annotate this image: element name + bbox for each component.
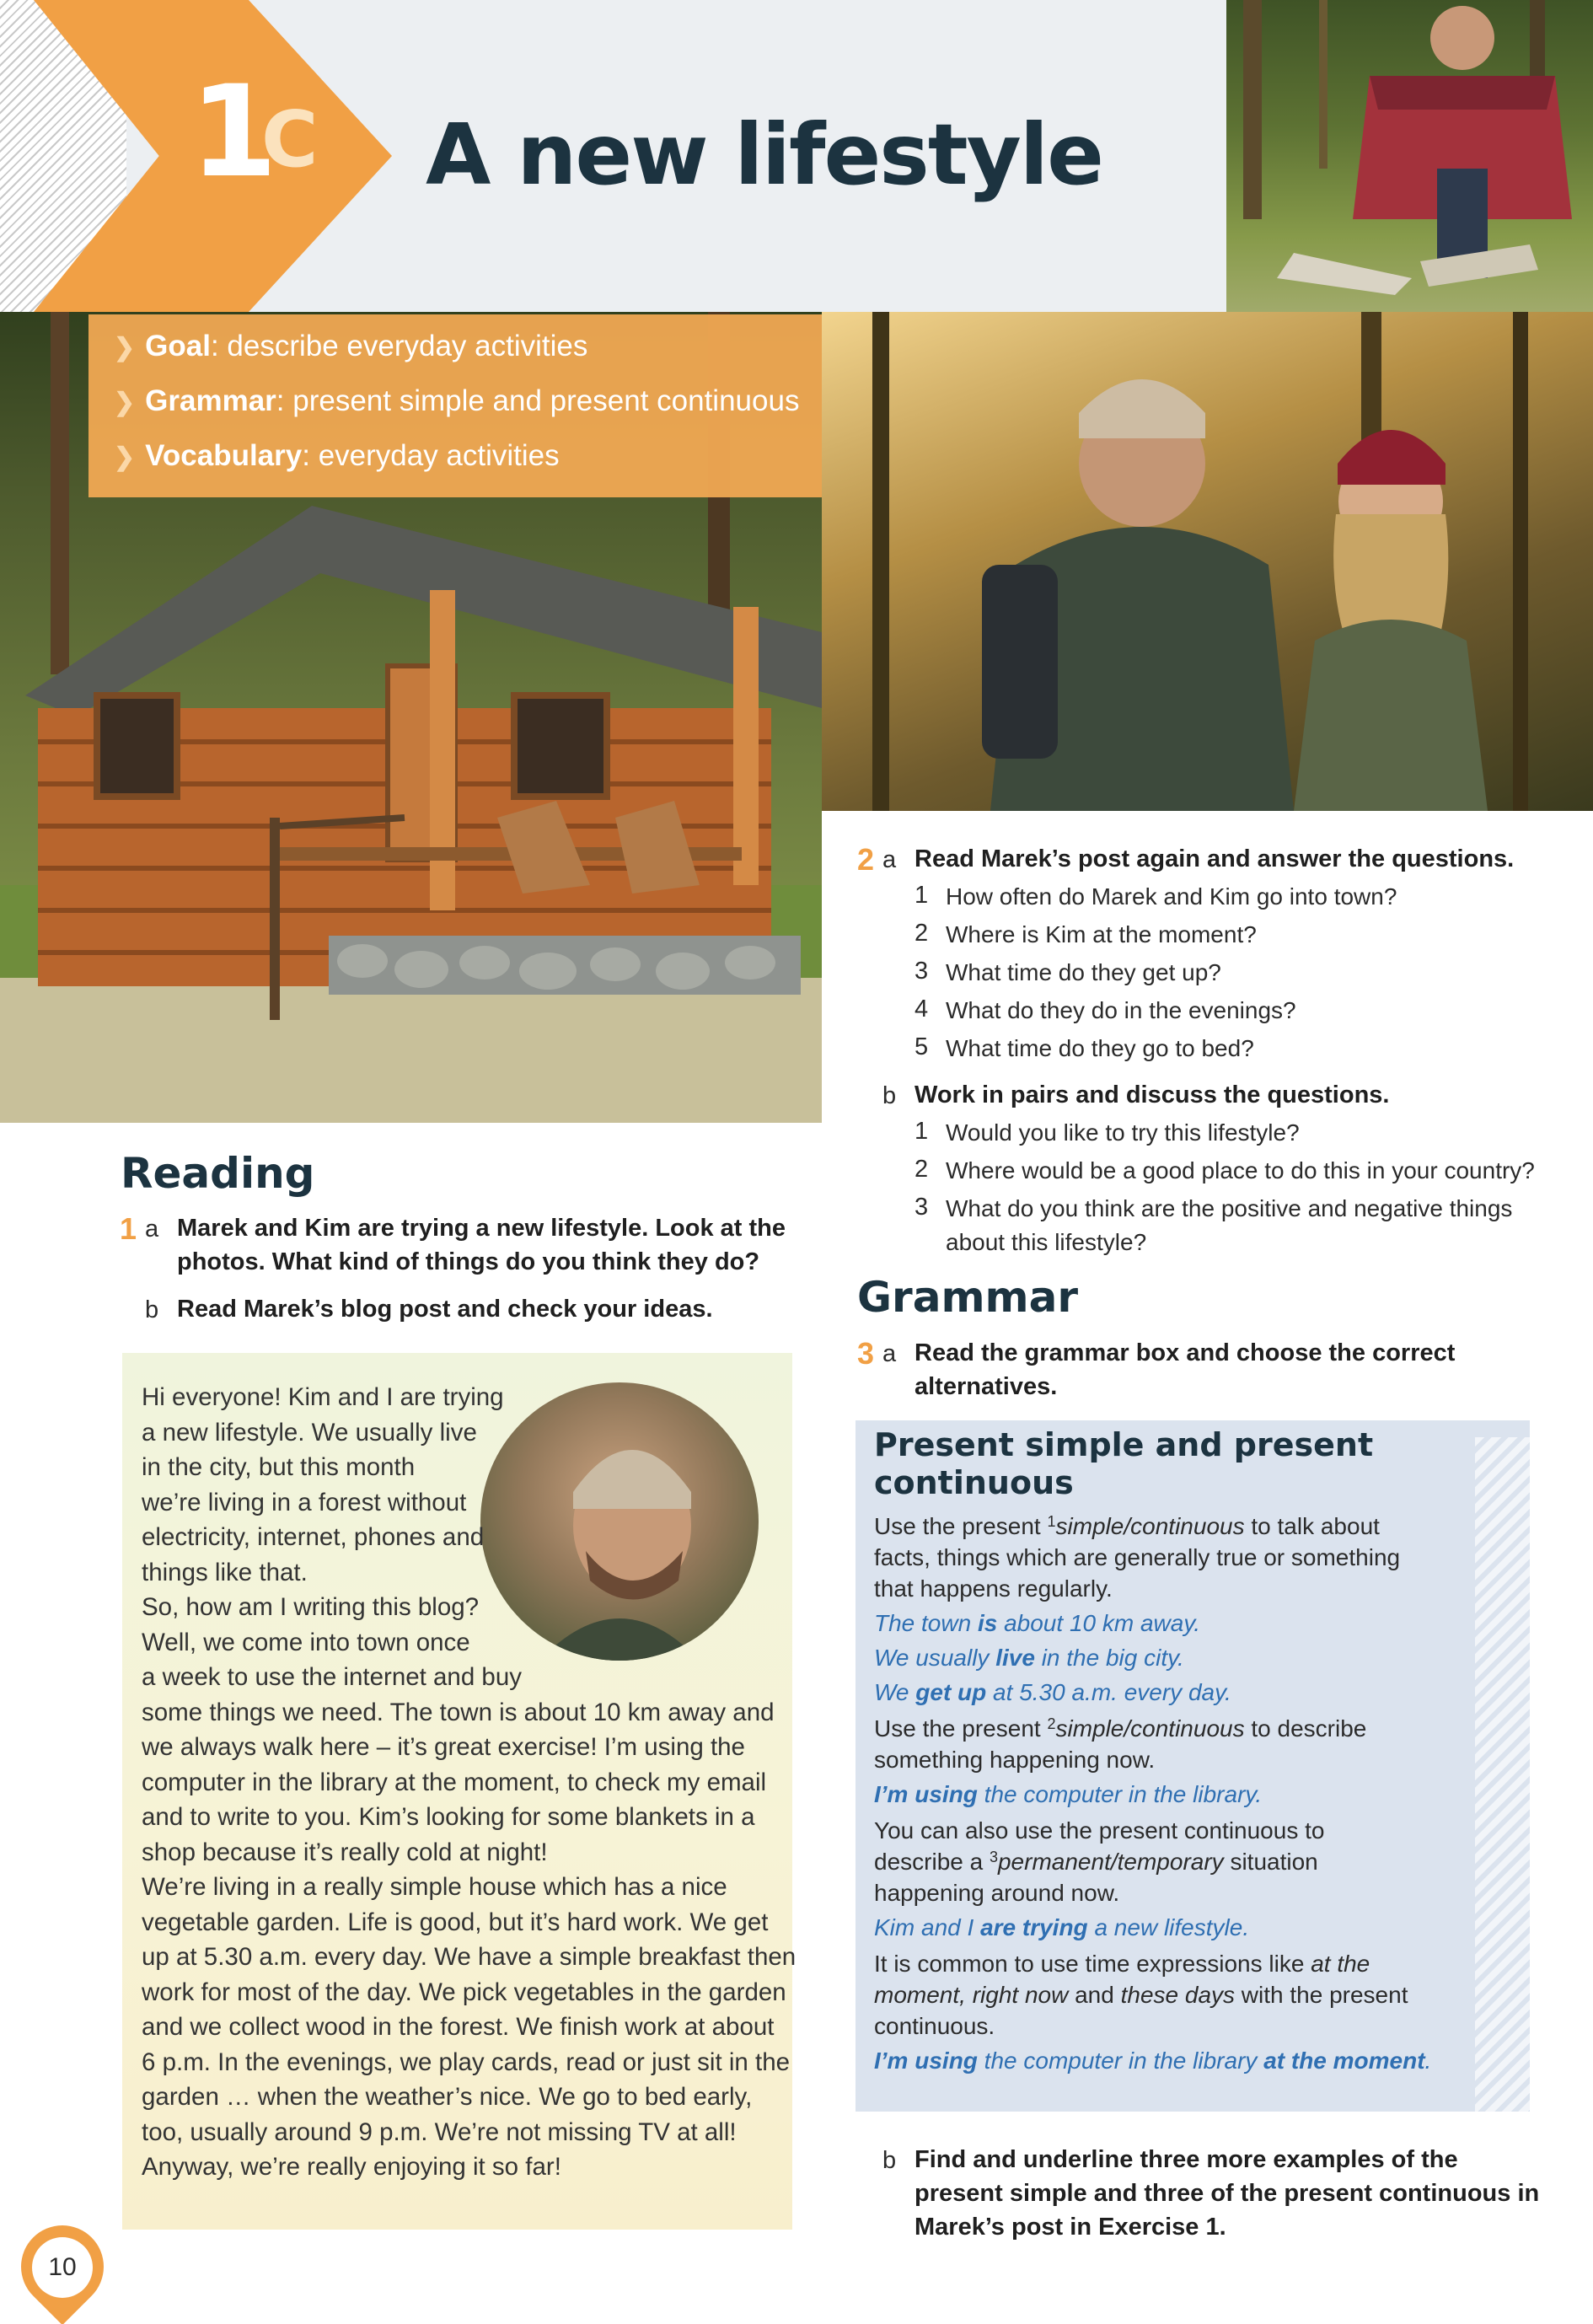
exercise-3a-instruction: [914, 1336, 1455, 1404]
goal-text: describe everyday activities: [227, 330, 588, 362]
blog-line: work for most of the day. We pick vegetables in the garden: [142, 1978, 786, 2006]
blog-line: So, how am I writing this blog?: [142, 1593, 480, 1621]
question-number: 5: [914, 1033, 929, 1060]
grammar-example: I’m using the computer in the library.: [874, 1781, 1263, 1807]
grammar-rule-4-line: continuous.: [874, 2013, 995, 2039]
grammar-box-title: [874, 1426, 1373, 1502]
grammar-rule-2-line: something happening now.: [874, 1747, 1156, 1773]
exercise-3a-letter: a: [882, 1340, 897, 1367]
grammar-rule-3: You can also use the present continuous to: [874, 1817, 1325, 1844]
question-number: 2: [914, 1156, 929, 1183]
choice-gap-2[interactable]: simple/continuous: [1055, 1715, 1245, 1742]
question-number: 3: [914, 958, 929, 985]
goals-box: [88, 314, 822, 497]
grammar-example: Kim and I are trying a new lifestyle.: [874, 1914, 1250, 1940]
grammar-box-title-line: Present simple and present: [874, 1426, 1374, 1463]
blog-line: we always walk here – it’s great exercise! I’m using the: [142, 1733, 745, 1761]
blog-line: we’re living in a forest without: [142, 1488, 467, 1516]
blog-line: computer in the library at the moment, to check my email: [142, 1768, 767, 1796]
exercise-1b-instruction: Read Marek’s blog post and check your ideas.: [177, 1296, 713, 1323]
exercise-3-number: 3: [857, 1336, 875, 1371]
gap-number: 1: [1047, 1513, 1056, 1530]
blog-line: Hi everyone! Kim and I are trying: [142, 1383, 504, 1411]
exercise-3a-line: Read the grammar box and choose the correct: [914, 1339, 1456, 1366]
exercise-2a-letter: a: [882, 846, 897, 873]
exercise-3b-line: Marek’s post in Exercise 1.: [914, 2214, 1226, 2241]
exercise-3b-line: Find and underline three more examples of the: [914, 2146, 1458, 2173]
grammar-text: present simple and present continuous: [292, 384, 800, 417]
unit-letter: C: [261, 94, 319, 185]
exercise-1-number: 1: [120, 1211, 137, 1246]
question-text-continued: about this lifestyle?: [946, 1229, 1147, 1255]
question-text: How often do Marek and Kim go into town?: [946, 883, 1397, 910]
exercise-1a-instruction: [177, 1211, 786, 1279]
goal-label: Goal: [145, 330, 211, 362]
blog-line: a week to use the internet and buy: [142, 1663, 522, 1691]
blog-line: some things we need. The town is about 10 km away and: [142, 1698, 775, 1726]
question-number: 3: [914, 1194, 929, 1221]
unit-number: 1: [190, 59, 275, 206]
grammar-rule-3-line: happening around now.: [874, 1880, 1120, 1906]
exercise-2b-instruction: Work in pairs and discuss the questions.: [914, 1081, 1390, 1108]
question-text: What do you think are the positive and negative things: [946, 1195, 1513, 1221]
blog-post-text: [142, 1380, 796, 2185]
blog-line: 6 p.m. In the evenings, we play cards, read or just sit in the: [142, 2048, 791, 2076]
exercise-3b-line: present simple and three of the present continuous in: [914, 2180, 1540, 2207]
exercise-1a-line: Marek and Kim are trying a new lifestyle. Look at the: [177, 1215, 786, 1242]
question-number: 4: [914, 996, 929, 1022]
grammar-rule-4-line: moment, right now and these days with the present: [874, 1982, 1408, 2008]
question-text: What do they do in the evenings?: [946, 997, 1296, 1023]
photo-hiking-couple: [822, 312, 1593, 811]
grammar-rule-2: Use the present $^2$simple/continuous to describe: [874, 1715, 1367, 1742]
blog-line: shop because it’s really cold at night!: [142, 1838, 548, 1866]
page-title: A new lifestyle: [426, 105, 1102, 204]
exercise-2a-instruction: Read Marek’s post again and answer the questions.: [914, 845, 1515, 872]
exercise-1b-letter: b: [145, 1296, 159, 1323]
exercise-1a-line: photos. What kind of things do you think they do?: [177, 1248, 760, 1275]
grammar-rule-1-line: that happens regularly.: [874, 1575, 1113, 1602]
choice-gap-1[interactable]: simple/continuous: [1055, 1513, 1245, 1539]
grammar-rule-1-line: facts, things which are generally true or something: [874, 1544, 1401, 1570]
grammar-rule-1: Use the present $^1$simple/continuous to talk about: [874, 1513, 1380, 1539]
exercise-3b-letter: b: [882, 2147, 897, 2174]
goal-line-grammar: ❯ Grammar : present simple and present continuous: [114, 384, 800, 417]
exercise-2-number: 2: [857, 842, 875, 877]
blog-line: things like that.: [142, 1558, 308, 1586]
blog-line: electricity, internet, phones and: [142, 1523, 485, 1551]
blog-line: garden … when the weather’s nice. We go to bed early,: [142, 2083, 753, 2111]
vocabulary-label: Vocabulary: [145, 439, 303, 472]
question-text: Where is Kim at the moment?: [946, 921, 1257, 947]
blog-line: Anyway, we’re really enjoying it so far!: [142, 2153, 561, 2181]
question-text: Would you like to try this lifestyle?: [946, 1119, 1300, 1146]
gap-number: 2: [1047, 1715, 1056, 1732]
blog-line: We’re living in a really simple house which has a nice: [142, 1873, 727, 1901]
grammar-example: The town is about 10 km away.: [874, 1610, 1201, 1636]
chevron-right-icon: ❯: [114, 334, 136, 362]
photo-man-chopping-wood: [1226, 0, 1593, 316]
blog-line: a new lifestyle. We usually live: [142, 1418, 477, 1446]
exercise-2b-letter: b: [882, 1082, 897, 1109]
blog-line: and to write to you. Kim’s looking for some blankets in a: [142, 1803, 755, 1831]
grammar-example: I’m using the computer in the library at the moment.: [874, 2048, 1432, 2074]
grammar-label: Grammar: [145, 384, 276, 417]
question-number: 1: [914, 1118, 929, 1145]
exercise-1a-letter: a: [145, 1216, 159, 1243]
grammar-box-title-line: continuous: [874, 1464, 1074, 1501]
blog-line: in the city, but this month: [142, 1453, 416, 1481]
chevron-right-icon: ❯: [114, 389, 136, 416]
question-text: What time do they go to bed?: [946, 1035, 1254, 1061]
blog-line: up at 5.30 a.m. every day. We have a simple breakfast then: [142, 1943, 796, 1971]
blog-line: too, usually around 9 p.m. We’re not missing TV at all!: [142, 2117, 737, 2146]
grammar-example: We usually live in the big city.: [874, 1645, 1184, 1671]
exercise-3b-instruction: [914, 2143, 1539, 2244]
choice-gap-3[interactable]: permanent/temporary: [997, 1849, 1224, 1875]
question-text: Where would be a good place to do this in your country?: [946, 1157, 1535, 1183]
question-number: 1: [914, 882, 929, 909]
exercise-3a-line: alternatives.: [914, 1373, 1058, 1400]
vocabulary-text: everyday activities: [318, 439, 560, 472]
goal-line-vocabulary: ❯ Vocabulary : everyday activities: [114, 439, 560, 472]
grammar-heading: Grammar: [857, 1273, 1079, 1322]
grammar-rule-3-line: describe a $^3$permanent/temporary situation: [874, 1849, 1318, 1875]
question-text: What time do they get up?: [946, 959, 1221, 985]
question-number: 2: [914, 920, 929, 947]
grammar-rule-4: It is common to use time expressions like at the: [874, 1951, 1370, 1977]
blog-line: and we collect wood in the forest. We finish work at about: [142, 2013, 775, 2041]
grammar-box-stripes: [1475, 1437, 1530, 2112]
page-number: 10: [48, 2253, 77, 2281]
grammar-example: We get up at 5.30 a.m. every day.: [874, 1679, 1231, 1705]
blog-line: vegetable garden. Life is good, but it’s hard work. We get: [142, 1908, 769, 1936]
goal-line-goal: ❯ Goal : describe everyday activities: [114, 330, 588, 362]
reading-heading: Reading: [121, 1149, 315, 1198]
blog-line: Well, we come into town once: [142, 1628, 470, 1656]
gap-number: 3: [989, 1849, 998, 1865]
chevron-right-icon: ❯: [114, 443, 136, 471]
